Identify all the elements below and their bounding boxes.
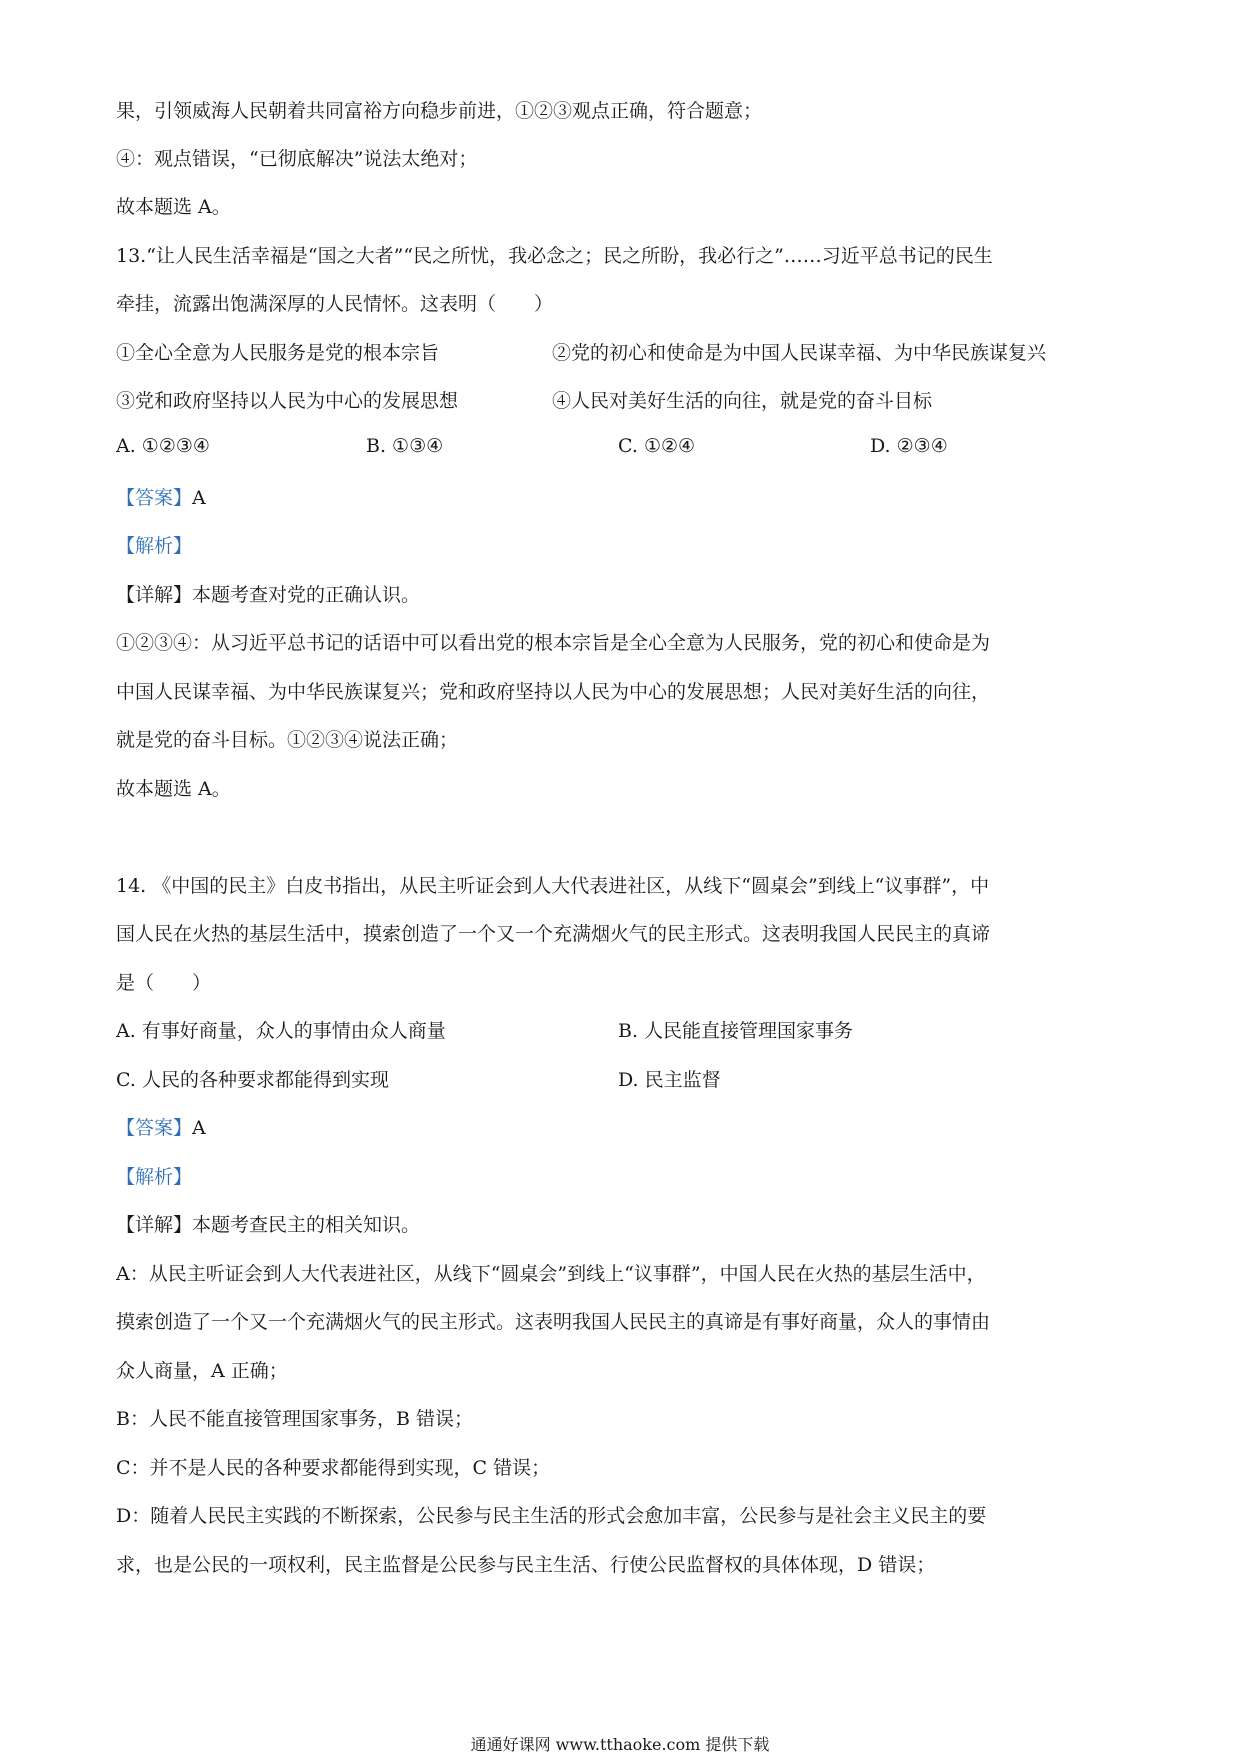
q14-detail	[116, 1210, 420, 1237]
detail-text: 本题考查对党的正确认识。	[192, 584, 421, 606]
q13-option-a: A. ①②③④	[116, 435, 210, 457]
q14-stem: 14. 《中国的民主》白皮书指出，从民主听证会到人大代表进社区，从线下“圆桌会”到线上“议事群”，中	[116, 875, 990, 897]
prev-text-line: ④：观点错误，“已彻底解决”说法太绝对；	[116, 148, 478, 170]
answer-label: 【答案】	[116, 487, 193, 509]
q14-explanation-a: 众人商量，A 正确；	[116, 1360, 288, 1382]
q13-option-c: C. ①②④	[618, 435, 696, 457]
q14-option-a: A. 有事好商量，众人的事情由众人商量	[116, 1020, 446, 1042]
q13-statement-3: ③党和政府坚持以人民为中心的发展思想	[116, 390, 459, 412]
q14-answer	[116, 1113, 206, 1140]
q13-statement-1: ①全心全意为人民服务是党的根本宗旨	[116, 342, 440, 364]
q13-stem: 13.“让人民生活幸福是“国之大者”“民之所忧，我必念之；民之所盼，我必行之”……习近平总书记的民生	[116, 245, 993, 267]
q14-explanation-a: 摸索创造了一个又一个充满烟火气的民主形式。这表明我国人民民主的真谛是有事好商量，众人的事情由	[116, 1311, 991, 1333]
q13-option-b: B. ①③④	[366, 435, 444, 457]
q13-statement-4: ④人民对美好生活的向往，就是党的奋斗目标	[552, 390, 933, 412]
q14-explanation-d: D：随着人民民主实践的不断探索，公民参与民主生活的形式会愈加丰富，公民参与是社会主义民主的要	[116, 1505, 987, 1527]
q14-analysis-label: 【解析】	[116, 1166, 193, 1188]
q13-explanation: ①②③④：从习近平总书记的话语中可以看出党的根本宗旨是全心全意为人民服务，党的初心和使命是为	[116, 632, 991, 654]
page-footer: 通通好课网 www.tthaoke.com 提供下载	[470, 1735, 770, 1754]
answer-label: 【答案】	[116, 1117, 193, 1139]
q13-analysis-label: 【解析】	[116, 535, 193, 557]
q14-explanation-b: B：人民不能直接管理国家事务，B 错误；	[116, 1408, 473, 1430]
q14-explanation-a: A：从民主听证会到人大代表进社区，从线下“圆桌会”到线上“议事群”，中国人民在火热的基层生活中，	[116, 1263, 986, 1285]
q13-conclusion: 故本题选 A。	[116, 778, 231, 800]
q13-option-d: D. ②③④	[870, 435, 948, 457]
answer-value: A	[192, 487, 206, 509]
detail-label: 【详解】	[116, 584, 193, 606]
q14-option-b: B. 人民能直接管理国家事务	[618, 1020, 854, 1042]
q14-option-d: D. 民主监督	[618, 1069, 721, 1091]
q14-option-c: C. 人民的各种要求都能得到实现	[116, 1069, 389, 1091]
q13-explanation: 就是党的奋斗目标。①②③④说法正确；	[116, 729, 459, 751]
q13-answer	[116, 483, 206, 510]
q13-detail	[116, 580, 420, 607]
prev-text-line: 果，引领威海人民朝着共同富裕方向稳步前进，①②③观点正确，符合题意；	[116, 100, 763, 122]
q13-explanation: 中国人民谋幸福、为中华民族谋复兴；党和政府坚持以人民为中心的发展思想；人民对美好生活的向往，	[116, 681, 991, 703]
q13-statement-2: ②党的初心和使命是为中国人民谋幸福、为中华民族谋复兴	[552, 342, 1047, 364]
q13-stem: 牵挂，流露出饱满深厚的人民情怀。这表明（ ）	[116, 293, 554, 315]
q14-explanation-c: C：并不是人民的各种要求都能得到实现，C 错误；	[116, 1457, 551, 1479]
detail-label: 【详解】	[116, 1214, 193, 1236]
q14-explanation-d: 求，也是公民的一项权利，民主监督是公民参与民主生活、行使公民监督权的具体体现，D 错误；	[116, 1554, 936, 1576]
detail-text: 本题考查民主的相关知识。	[192, 1214, 421, 1236]
prev-conclusion: 故本题选 A。	[116, 196, 231, 218]
q14-stem: 国人民在火热的基层生活中，摸索创造了一个又一个充满烟火气的民主形式。这表明我国人民民主的真谛	[116, 923, 991, 945]
q14-stem: 是（ ）	[116, 972, 212, 994]
answer-value: A	[192, 1117, 206, 1139]
